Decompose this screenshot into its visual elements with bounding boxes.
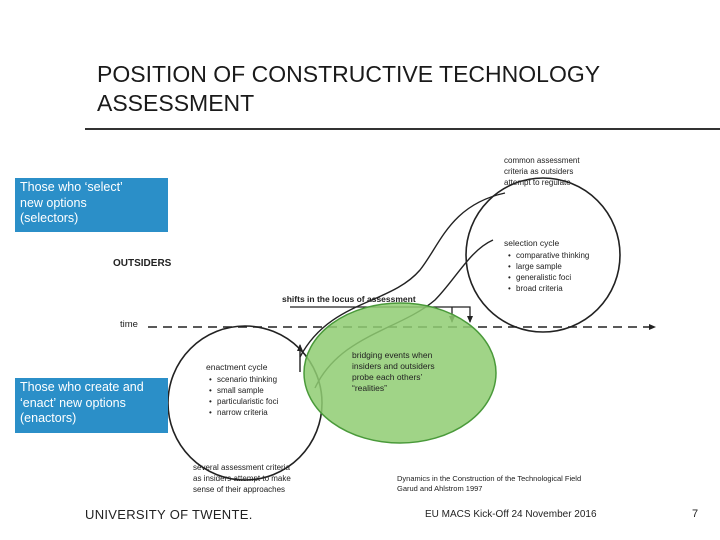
- several-criteria-line-3: sense of their approaches: [193, 485, 286, 494]
- bullet: •: [508, 273, 511, 282]
- enactment-cycle-items: [209, 375, 281, 417]
- several-criteria-text: [193, 463, 293, 494]
- selection-cycle-title: selection cycle: [504, 238, 560, 248]
- several-criteria-line-2: as insiders attempt to make: [193, 474, 291, 483]
- enactment-cycle-title: enactment cycle: [206, 362, 268, 372]
- bullet: •: [209, 408, 212, 417]
- slide-title: POSITION OF CONSTRUCTIVE TECHNOLOGY ASSESSMENT: [97, 61, 600, 116]
- university-logo-text: UNIVERSITY OF TWENTE.: [85, 507, 253, 522]
- bullet: •: [209, 375, 212, 384]
- several-criteria-line-1: several assessment criteria: [193, 463, 290, 472]
- common-criteria-line-2: criteria as outsiders: [504, 167, 574, 176]
- common-criteria-line-3: attempt to regulate: [504, 178, 571, 187]
- enactors-box: Those who create and ‘enact’ new options (enactors): [15, 378, 168, 433]
- outsiders-label: OUTSIDERS: [113, 258, 172, 269]
- common-criteria-line-1: common assessment: [504, 156, 580, 165]
- bridging-line-3: probe each others’: [352, 372, 423, 382]
- bullet: •: [508, 251, 511, 260]
- shifts-label: shifts in the locus of assessment: [282, 294, 416, 304]
- page-number: 7: [692, 508, 699, 520]
- selection-item-1: comparative thinking: [516, 251, 590, 260]
- selection-cycle-text: [504, 238, 560, 248]
- bridging-line-1: bridging events when: [352, 350, 433, 360]
- bullet: •: [209, 386, 212, 395]
- selection-item-4: broad criteria: [516, 284, 563, 293]
- enactment-item-3: particularistic foci: [217, 397, 279, 406]
- enactment-item-1: scenario thinking: [217, 375, 278, 384]
- selection-cycle-items: [508, 251, 592, 293]
- selection-item-3: generalistic foci: [516, 273, 572, 282]
- selection-item-2: large sample: [516, 262, 562, 271]
- time-label: time: [120, 319, 138, 330]
- enactment-item-2: small sample: [217, 386, 264, 395]
- footer-event: EU MACS Kick-Off 24 November 2016: [425, 509, 597, 520]
- common-criteria-text: [504, 156, 582, 187]
- bullet: •: [209, 397, 212, 406]
- figure-caption: Dynamics in the Construction of the Technological Field Garud and Ahlstrom 1997: [397, 474, 582, 493]
- bullet: •: [508, 284, 511, 293]
- bridging-line-4: “realities”: [352, 383, 387, 393]
- bullet: •: [508, 262, 511, 271]
- enactment-cycle-text: [206, 362, 268, 372]
- enactment-item-4: narrow criteria: [217, 408, 268, 417]
- bridging-line-2: insiders and outsiders: [352, 361, 435, 371]
- selectors-box: Those who ‘select’ new options (selectors): [15, 178, 168, 232]
